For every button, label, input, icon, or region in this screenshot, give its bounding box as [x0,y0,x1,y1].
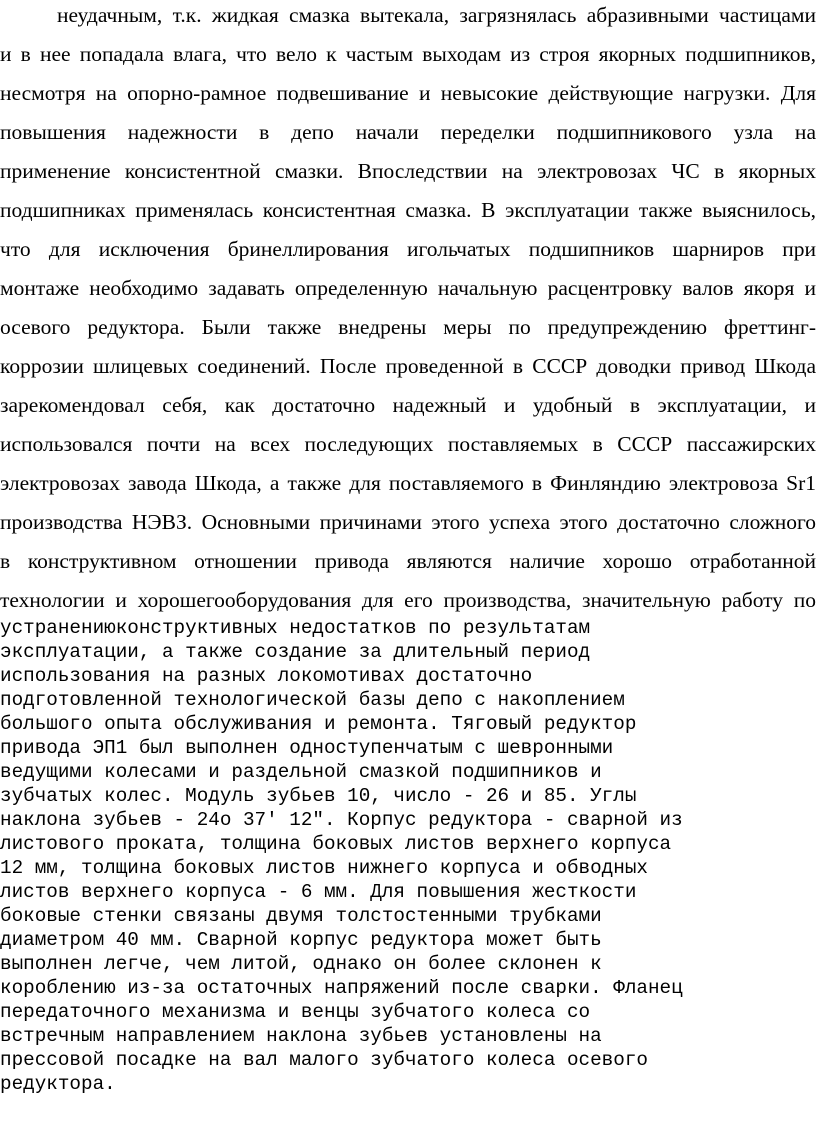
text-line: боковые стенки связаны двумя толстостенными трубками [0,905,602,927]
text-line: передаточного механизма и венцы зубчатого колеса со [0,1001,591,1023]
text-line: подшипниках применялась консистентная смазка. В эксплуатации также выяснилось, [0,198,816,222]
text-line: короблению из-за остаточных напряжений после сварки. Фланец [0,977,683,999]
text-line: наклона зубьев - 24о 37' 12". Корпус редуктора - сварной из [0,809,683,831]
text-line: в конструктивном отношении привода являются наличие хорошо отработанной [0,549,816,573]
text-line: коррозии шлицевых соединений. После проведенной в СССР доводки привод Шкода [0,354,816,378]
text-line: привода ЭП1 был выполнен одноступенчатым с шевронными [0,737,614,759]
text-line: технологии и хорошегооборудования для его производства, значительную работу по [0,588,816,612]
text-line: электровозах завода Шкода, а также для поставляемого в Финляндию электровоза Sr1 [0,471,816,495]
text-line: несмотря на опорно-рамное подвешивание и невысокие действующие нагрузки. Для [0,81,816,105]
text-line: листового проката, толщина боковых листов верхнего корпуса [0,833,672,855]
text-line: монтаже необходимо задавать определенную начальную расцентровку валов якоря и [0,276,816,300]
text-line: зарекомендовал себя, как достаточно надежный и удобный в эксплуатации, и [0,393,816,417]
text-line: применение консистентной смазки. Впоследствии на электровозах ЧС в якорных [0,159,816,183]
text-line: что для исключения бринеллирования игольчатых подшипников шарниров при [0,237,816,261]
text-line: зубчатых колес. Модуль зубьев 10, число - 26 и 85. Углы [0,785,637,807]
text-line: диаметром 40 мм. Сварной корпус редуктора может быть [0,929,602,951]
text-line: устранениюконструктивных недостатков по результатам [0,617,591,639]
text-line: эксплуатации, а также создание за длительный период [0,641,591,663]
text-line: большого опыта обслуживания и ремонта. Тяговый редуктор [0,713,637,735]
text-line: использовался почти на всех последующих поставляемых в СССР пассажирских [0,432,816,456]
text-line: и в нее попадала влага, что вело к частым выходам из строя якорных подшипников, [0,42,816,66]
text-line: осевого редуктора. Были также внедрены меры по предупреждению фреттинг- [0,315,816,339]
text-line: использования на разных локомотивах достаточно [0,665,533,687]
text-line: встречным направлением наклона зубьев установлены на [0,1025,602,1047]
text-line: выполнен легче, чем литой, однако он более склонен к [0,953,602,975]
text-line: прессовой посадке на вал малого зубчатого колеса осевого [0,1049,648,1071]
text-line: повышения надежности в депо начали переделки подшипникового узла на [0,120,816,144]
text-line: ведущими колесами и раздельной смазкой подшипников и [0,761,602,783]
text-line: редуктора. [0,1073,116,1095]
text-line: 12 мм, толщина боковых листов нижнего корпуса и обводных [0,857,648,879]
text-line: подготовленной технологической базы депо с накоплением [0,689,625,711]
text-line: листов верхнего корпуса - 6 мм. Для повышения жесткости [0,881,637,903]
text-line: неудачным, т.к. жидкая смазка вытекала, загрязнялась абразивными частицами [57,3,816,27]
text-line: производства НЭВЗ. Основными причинами этого успеха этого достаточно сложного [0,510,816,534]
